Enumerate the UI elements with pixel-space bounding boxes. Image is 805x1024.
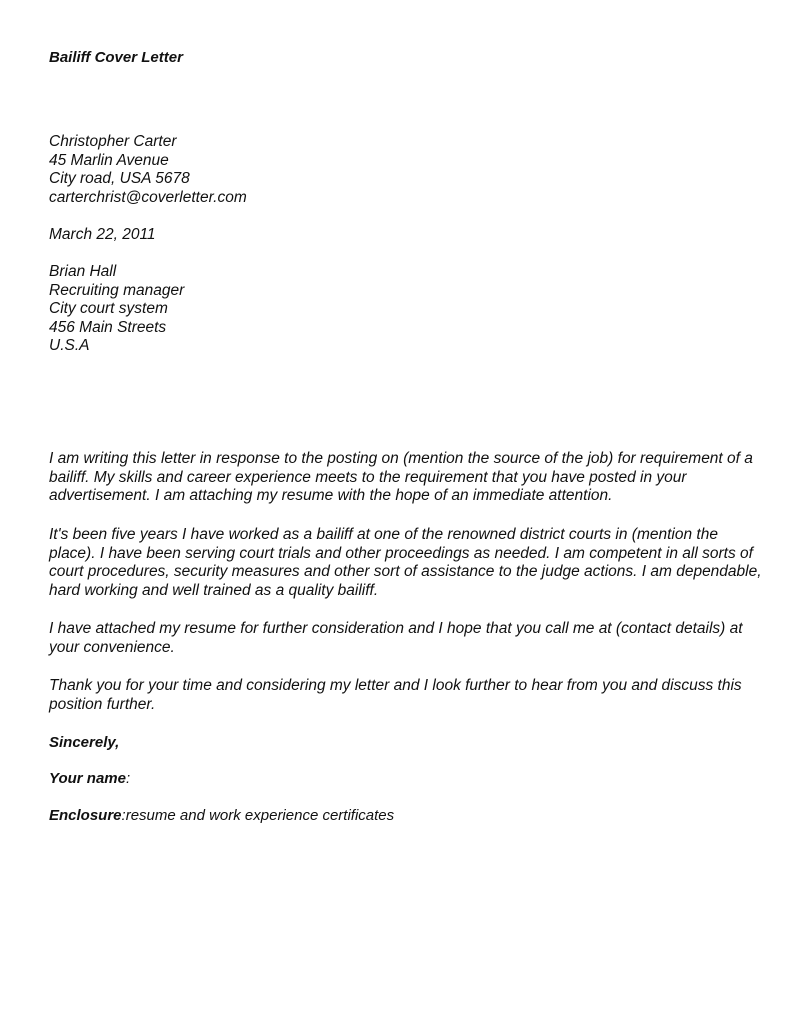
your-name-line: [49, 770, 130, 787]
body-paragraph-1: I am writing this letter in response to the posting on (mention the source of the job) for requirement of a bailiff. My skills and career experience meets to the requirement that you have posted in your advertisement. I am attaching my resume with the hope of an immediate attention.: [49, 450, 753, 505]
enclosure-line: [49, 807, 394, 824]
sender-address: [49, 133, 247, 207]
your-name-separator: :: [125, 770, 131, 787]
enclosure-label: Enclosure: [49, 807, 122, 824]
enclosure-text: :resume and work experience certificates: [121, 807, 395, 824]
sender-city: City road, USA 5678: [49, 170, 190, 188]
sender-street: 45 Marlin Avenue: [49, 151, 169, 169]
recipient-country: U.S.A: [49, 337, 90, 355]
date-text: March 22, 2011: [49, 226, 156, 243]
closing: Sincerely,: [49, 734, 120, 751]
document-title: Bailiff Cover Letter: [49, 49, 183, 66]
sender-email: carterchrist@coverletter.com: [49, 188, 247, 206]
body-paragraph-3: I have attached my resume for further consideration and I hope that you call me at (contact details) at your convenience.: [49, 620, 743, 656]
recipient-street: 456 Main Streets: [49, 318, 167, 336]
sender-name: Christopher Carter: [49, 133, 177, 150]
recipient-name: Brian Hall: [49, 263, 117, 280]
your-name-label: Your name: [49, 770, 126, 787]
body-paragraph-2: It's been five years I have worked as a bailiff at one of the renowned district courts in (mention the place). I have been serving court trials and other proceedings as needed. I am competent in all sorts of court procedures, security measures and other sort of assistance to the judge actions. I am dependable, hard working and well trained as a quality bailiff.: [49, 526, 762, 599]
recipient-title: Recruiting manager: [49, 281, 185, 299]
recipient-address: [49, 263, 184, 356]
letter-date: [49, 226, 156, 245]
body-paragraph-4: Thank you for your time and considering my letter and I look further to hear from you and discuss this position further.: [49, 677, 742, 713]
recipient-organization: City court system: [49, 300, 168, 318]
